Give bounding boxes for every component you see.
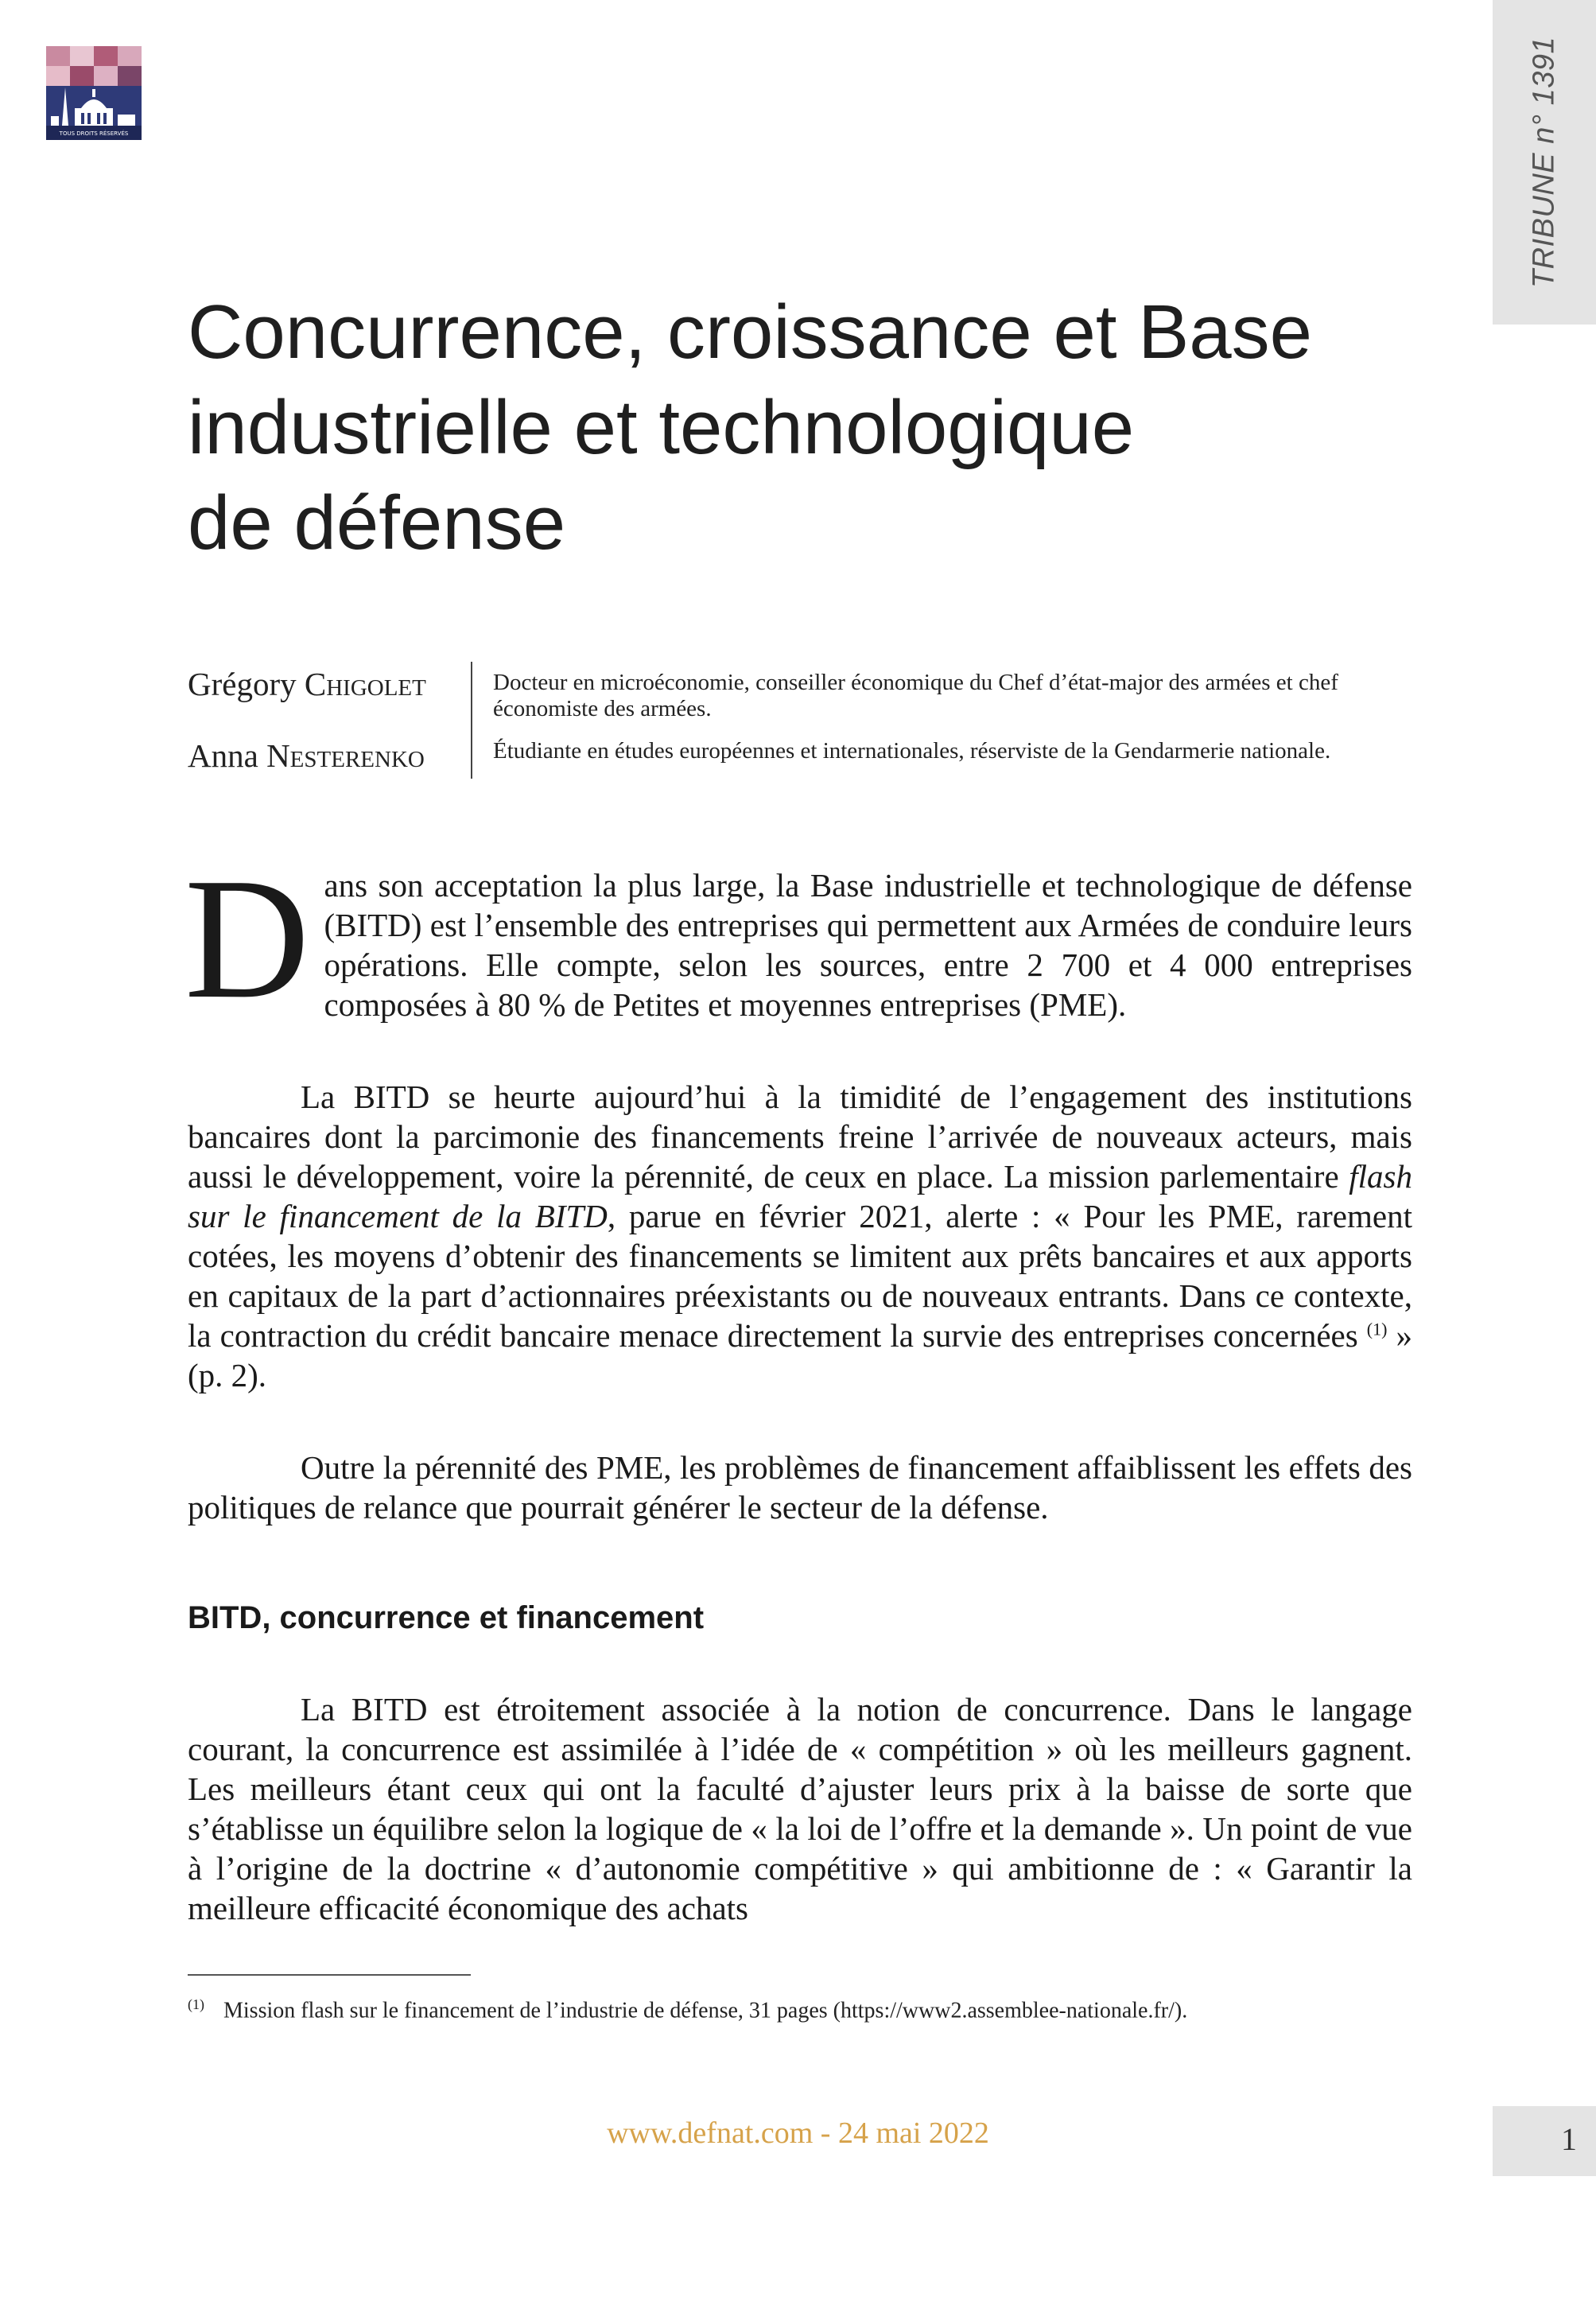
article-body xyxy=(184,843,1413,1527)
author-row xyxy=(188,662,1428,733)
author-description: Étudiante en études européennes et internationales, réserviste de la Gendarmerie nationale. xyxy=(471,733,1428,779)
body-paragraph: La BITD se heurte aujourd’hui à la timidité de l’engagement des institutions bancaires dont la parcimonie des financements freine l’arrivée de nouveaux acteurs, mais aussi le développement, voire la pérennité, de ceux en place. La mission parlementaire flash sur le financement de la BITD, parue en février 2021, alerte : « Pour les PME, rarement cotées, les moyens d’obtenir des financements se limitent aux prêts bancaires et aux apports en capitaux de la part d’actionnaires préexistants ou de nouveaux entrants. Dans ce contexte, la contraction du crédit bancaire menace directement la survie des entreprises concernées $^{(1)}$ » (p. 2). xyxy=(188,1079,1413,1393)
section-heading: BITD, concurrence et financement xyxy=(188,1600,705,1635)
author-row xyxy=(188,733,1428,779)
series-tab xyxy=(1493,0,1596,325)
article-body-section xyxy=(188,1689,1412,1928)
author-block xyxy=(188,662,1428,779)
title-line: de défense xyxy=(188,480,566,566)
report-title: flash sur le financement de la BITD xyxy=(188,1158,1412,1234)
page-number: 1 xyxy=(1561,2121,1577,2157)
series-label: TRIBUNE n° 1391 xyxy=(1527,36,1561,289)
body-paragraph: La BITD est étroitement associée à la notion de concurrence. Dans le langage courant, la concurrence est assimilée à l’idée de « compétition » où les meilleurs gagnent. Les meilleurs étant ceux qui ont la faculté d’ajuster leurs prix à la baisse de sorte que s’établisse un équilibre selon la logique de « la loi de l’offre et la demande ». Un point de vue à l’origine de la doctrine « d’autonomie compétitive » qui ambitionne de : « Garantir la meilleure efficacité économique des achats xyxy=(188,1691,1412,1926)
drop-cap: D xyxy=(184,843,310,1035)
page-number-tab xyxy=(1493,2106,1596,2176)
lead-paragraph: Dans son acceptation la plus large, la Base industrielle et technologique de défense (BITD) est l’ensemble des entreprises qui permettent aux Armées de conduire leurs opérations. Elle compte, selon les sources, entre 2 700 et 4 000 entreprises composées à 80 % de Petites et moyennes entreprises (PME). xyxy=(184,843,1412,1035)
footnote xyxy=(188,1988,1428,2027)
author-name: Grégory Chigolet xyxy=(188,666,426,702)
author-description: Docteur en microéconomie, conseiller économique du Chef d’état-major des armées et chef économiste des armées. xyxy=(471,662,1428,733)
footnote-divider xyxy=(188,1974,471,1976)
site-footer[interactable]: www.defnat.com - 24 mai 2022 xyxy=(607,2116,989,2150)
title-line: industrielle et technologique xyxy=(188,385,1135,470)
publication-logo xyxy=(46,46,142,140)
footnote-mark: (1) xyxy=(188,1996,204,2012)
logo-image xyxy=(46,46,142,140)
footnote-ref[interactable]: (1) xyxy=(1366,1319,1388,1339)
footnote-text: Mission flash sur le financement de l’industrie de défense, 31 pages (https://www2.assemblee-nationale.fr/). xyxy=(223,1998,1188,2023)
article-title xyxy=(188,285,1428,571)
body-paragraph: Outre la pérennité des PME, les problèmes de financement affaiblissent les effets des politiques de relance que pourrait générer le secteur de la défense. xyxy=(188,1449,1412,1526)
author-name: Anna Nesterenko xyxy=(188,737,425,774)
logo-caption: TOUS DROITS RÉSERVÉS xyxy=(59,130,129,137)
title-line: Concurrence, croissance et Base xyxy=(188,290,1313,375)
